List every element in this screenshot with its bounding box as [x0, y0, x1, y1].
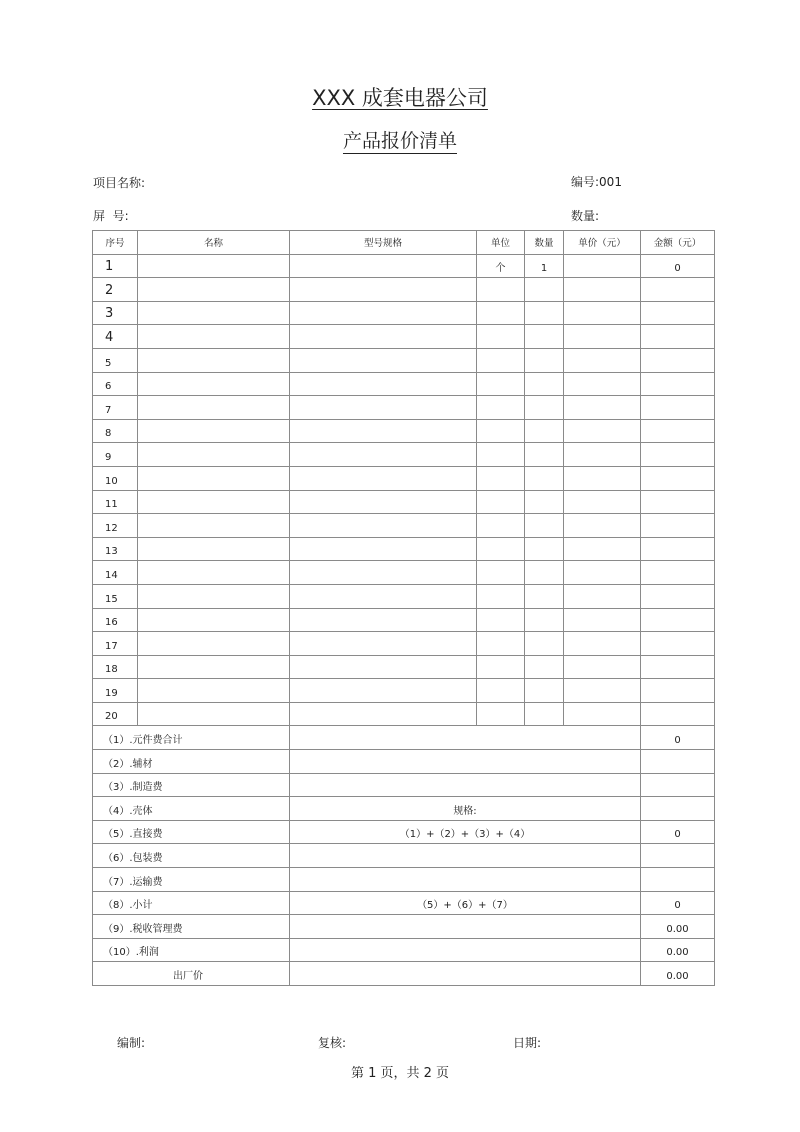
row-unit-price — [564, 372, 641, 396]
row-amount — [641, 372, 715, 396]
row-amount — [641, 655, 715, 679]
row-seq: 2 — [93, 278, 138, 302]
row-qty — [525, 514, 564, 538]
row-spec — [290, 537, 477, 561]
row-qty — [525, 466, 564, 490]
row-name — [138, 584, 290, 608]
table-row — [93, 466, 715, 490]
document-number-label: 编号: — [571, 175, 600, 189]
row-unit-price — [564, 443, 641, 467]
cost-row — [93, 773, 715, 797]
row-unit — [477, 301, 525, 325]
row-unit-price — [564, 325, 641, 349]
row-name — [138, 561, 290, 585]
cost-label: （1）.元件费合计 — [93, 726, 290, 750]
row-unit — [477, 702, 525, 726]
table-row — [93, 443, 715, 467]
row-seq: 15 — [93, 584, 138, 608]
table-row — [93, 561, 715, 585]
project-name-label: 项目名称: — [93, 176, 146, 190]
row-name — [138, 443, 290, 467]
row-qty — [525, 443, 564, 467]
table-row — [93, 490, 715, 514]
row-unit-price — [564, 561, 641, 585]
cost-amount — [641, 844, 715, 868]
screen-number-label: 屏 号: — [93, 209, 129, 223]
reviewed-by-label: 复核: — [318, 1036, 347, 1050]
row-amount — [641, 466, 715, 490]
cost-formula — [290, 938, 641, 962]
row-amount — [641, 702, 715, 726]
table-row — [93, 679, 715, 703]
company-name: XXX 成套电器公司 — [312, 86, 488, 110]
row-unit — [477, 561, 525, 585]
table-row — [93, 278, 715, 302]
row-qty — [525, 278, 564, 302]
row-unit-price — [564, 278, 641, 302]
row-amount — [641, 561, 715, 585]
row-name — [138, 372, 290, 396]
row-qty — [525, 325, 564, 349]
cost-formula — [290, 726, 641, 750]
row-unit — [477, 396, 525, 420]
row-spec — [290, 632, 477, 656]
cost-label: （2）.辅材 — [93, 750, 290, 774]
cost-formula — [290, 750, 641, 774]
cost-row — [93, 938, 715, 962]
row-unit — [477, 466, 525, 490]
row-spec — [290, 278, 477, 302]
row-seq: 1 — [93, 254, 138, 278]
row-unit — [477, 372, 525, 396]
row-amount — [641, 325, 715, 349]
quantity-label: 数量: — [571, 209, 600, 223]
cost-formula — [290, 962, 641, 986]
row-name — [138, 608, 290, 632]
table-header-row — [93, 231, 715, 255]
table-row — [93, 632, 715, 656]
quotation-table — [92, 230, 715, 986]
row-unit — [477, 419, 525, 443]
row-seq: 16 — [93, 608, 138, 632]
row-spec — [290, 514, 477, 538]
row-name — [138, 419, 290, 443]
row-seq: 4 — [93, 325, 138, 349]
row-unit-price — [564, 514, 641, 538]
row-unit-price — [564, 679, 641, 703]
document-title: 产品报价清单 — [342, 130, 457, 152]
cost-label: （3）.制造费 — [93, 773, 290, 797]
header-unit-price: 单价（元） — [564, 231, 641, 255]
row-spec — [290, 702, 477, 726]
header-unit: 单位 — [477, 231, 525, 255]
cost-amount — [641, 773, 715, 797]
row-amount — [641, 278, 715, 302]
table-row — [93, 301, 715, 325]
row-spec — [290, 561, 477, 585]
row-spec — [290, 608, 477, 632]
cost-formula — [290, 844, 641, 868]
row-seq: 20 — [93, 702, 138, 726]
row-unit — [477, 679, 525, 703]
row-unit — [477, 325, 525, 349]
cost-formula: 规格: — [290, 797, 641, 821]
cost-row — [93, 820, 715, 844]
cost-formula — [290, 773, 641, 797]
row-name — [138, 655, 290, 679]
row-unit — [477, 278, 525, 302]
cost-amount — [641, 750, 715, 774]
cost-formula — [290, 868, 641, 892]
table-row — [93, 372, 715, 396]
row-amount — [641, 443, 715, 467]
row-qty — [525, 490, 564, 514]
row-qty — [525, 584, 564, 608]
row-unit-price — [564, 301, 641, 325]
row-unit-price — [564, 419, 641, 443]
table-row — [93, 419, 715, 443]
row-amount — [641, 348, 715, 372]
cost-row — [93, 962, 715, 986]
row-seq: 5 — [93, 348, 138, 372]
row-spec — [290, 372, 477, 396]
row-unit — [477, 514, 525, 538]
row-qty — [525, 419, 564, 443]
table-row — [93, 608, 715, 632]
header-amount: 金额（元） — [641, 231, 715, 255]
cost-row — [93, 750, 715, 774]
cost-row — [93, 844, 715, 868]
row-name — [138, 702, 290, 726]
row-qty — [525, 301, 564, 325]
row-qty — [525, 396, 564, 420]
cost-amount: 0 — [641, 726, 715, 750]
row-seq: 11 — [93, 490, 138, 514]
row-unit: 个 — [477, 254, 525, 278]
row-spec — [290, 419, 477, 443]
row-spec — [290, 466, 477, 490]
row-seq: 6 — [93, 372, 138, 396]
row-spec — [290, 443, 477, 467]
row-qty — [525, 561, 564, 585]
cost-amount: 0 — [641, 820, 715, 844]
page-info: 第 1 页，共 2 页 — [350, 1066, 450, 1081]
cost-formula — [290, 915, 641, 939]
cost-label: （5）.直接费 — [93, 820, 290, 844]
row-unit — [477, 490, 525, 514]
row-seq: 10 — [93, 466, 138, 490]
row-amount — [641, 514, 715, 538]
row-unit — [477, 443, 525, 467]
row-seq: 18 — [93, 655, 138, 679]
row-amount — [641, 301, 715, 325]
cost-label: （7）.运输费 — [93, 868, 290, 892]
row-seq: 12 — [93, 514, 138, 538]
row-qty: 1 — [525, 254, 564, 278]
table-row — [93, 325, 715, 349]
cost-label: （8）.小计 — [93, 891, 290, 915]
row-seq: 14 — [93, 561, 138, 585]
row-spec — [290, 655, 477, 679]
row-qty — [525, 632, 564, 656]
row-amount — [641, 584, 715, 608]
row-unit-price — [564, 466, 641, 490]
row-name — [138, 632, 290, 656]
row-unit-price — [564, 632, 641, 656]
row-qty — [525, 348, 564, 372]
header-qty: 数量 — [525, 231, 564, 255]
row-unit-price — [564, 584, 641, 608]
row-unit-price — [564, 348, 641, 372]
row-qty — [525, 655, 564, 679]
row-amount — [641, 419, 715, 443]
row-name — [138, 348, 290, 372]
cost-amount: 0.00 — [641, 962, 715, 986]
row-seq: 9 — [93, 443, 138, 467]
row-unit — [477, 632, 525, 656]
row-name — [138, 466, 290, 490]
row-spec — [290, 325, 477, 349]
cost-row — [93, 797, 715, 821]
row-spec — [290, 396, 477, 420]
cost-amount: 0 — [641, 891, 715, 915]
row-qty — [525, 702, 564, 726]
cost-formula: （5）+（6）+（7） — [290, 891, 641, 915]
row-unit-price — [564, 702, 641, 726]
row-amount — [641, 608, 715, 632]
row-unit — [477, 537, 525, 561]
row-name — [138, 301, 290, 325]
row-seq: 3 — [93, 301, 138, 325]
row-amount — [641, 632, 715, 656]
row-amount — [641, 537, 715, 561]
row-qty — [525, 679, 564, 703]
table-row — [93, 396, 715, 420]
row-unit-price — [564, 537, 641, 561]
row-name — [138, 514, 290, 538]
row-spec — [290, 584, 477, 608]
row-spec — [290, 490, 477, 514]
row-seq: 17 — [93, 632, 138, 656]
cost-amount — [641, 797, 715, 821]
row-name — [138, 278, 290, 302]
row-qty — [525, 537, 564, 561]
header-spec: 型号规格 — [290, 231, 477, 255]
row-name — [138, 325, 290, 349]
row-seq: 7 — [93, 396, 138, 420]
date-label: 日期: — [513, 1036, 542, 1050]
row-unit — [477, 348, 525, 372]
row-amount: 0 — [641, 254, 715, 278]
header-name: 名称 — [138, 231, 290, 255]
row-name — [138, 396, 290, 420]
cost-row — [93, 915, 715, 939]
cost-label: （6）.包装费 — [93, 844, 290, 868]
cost-label: （9）.税收管理费 — [93, 915, 290, 939]
row-spec — [290, 679, 477, 703]
row-name — [138, 537, 290, 561]
compiled-by-label: 编制: — [117, 1036, 146, 1050]
row-unit-price — [564, 254, 641, 278]
document-number — [571, 173, 622, 190]
row-seq: 8 — [93, 419, 138, 443]
cost-amount — [641, 868, 715, 892]
row-unit-price — [564, 396, 641, 420]
cost-row — [93, 868, 715, 892]
document-number-value: 001 — [599, 175, 622, 189]
row-seq: 19 — [93, 679, 138, 703]
header-seq: 序号 — [93, 231, 138, 255]
row-unit — [477, 584, 525, 608]
cost-amount: 0.00 — [641, 915, 715, 939]
table-row — [93, 655, 715, 679]
row-qty — [525, 608, 564, 632]
row-unit-price — [564, 490, 641, 514]
cost-amount: 0.00 — [641, 938, 715, 962]
row-unit-price — [564, 655, 641, 679]
row-spec — [290, 301, 477, 325]
cost-row — [93, 726, 715, 750]
row-name — [138, 254, 290, 278]
row-unit-price — [564, 608, 641, 632]
row-unit — [477, 655, 525, 679]
cost-formula: （1）+（2）+（3）+（4） — [290, 820, 641, 844]
table-row — [93, 348, 715, 372]
row-amount — [641, 679, 715, 703]
row-amount — [641, 490, 715, 514]
table-row — [93, 584, 715, 608]
row-seq: 13 — [93, 537, 138, 561]
cost-label: （4）.壳体 — [93, 797, 290, 821]
cost-row — [93, 891, 715, 915]
row-amount — [641, 396, 715, 420]
row-name — [138, 490, 290, 514]
table-row — [93, 254, 715, 278]
row-spec — [290, 348, 477, 372]
cost-label: 出厂价 — [93, 962, 290, 986]
row-spec — [290, 254, 477, 278]
row-name — [138, 679, 290, 703]
table-row — [93, 537, 715, 561]
table-row — [93, 514, 715, 538]
row-qty — [525, 372, 564, 396]
table-row — [93, 702, 715, 726]
cost-label: （10）.利润 — [93, 938, 290, 962]
row-unit — [477, 608, 525, 632]
